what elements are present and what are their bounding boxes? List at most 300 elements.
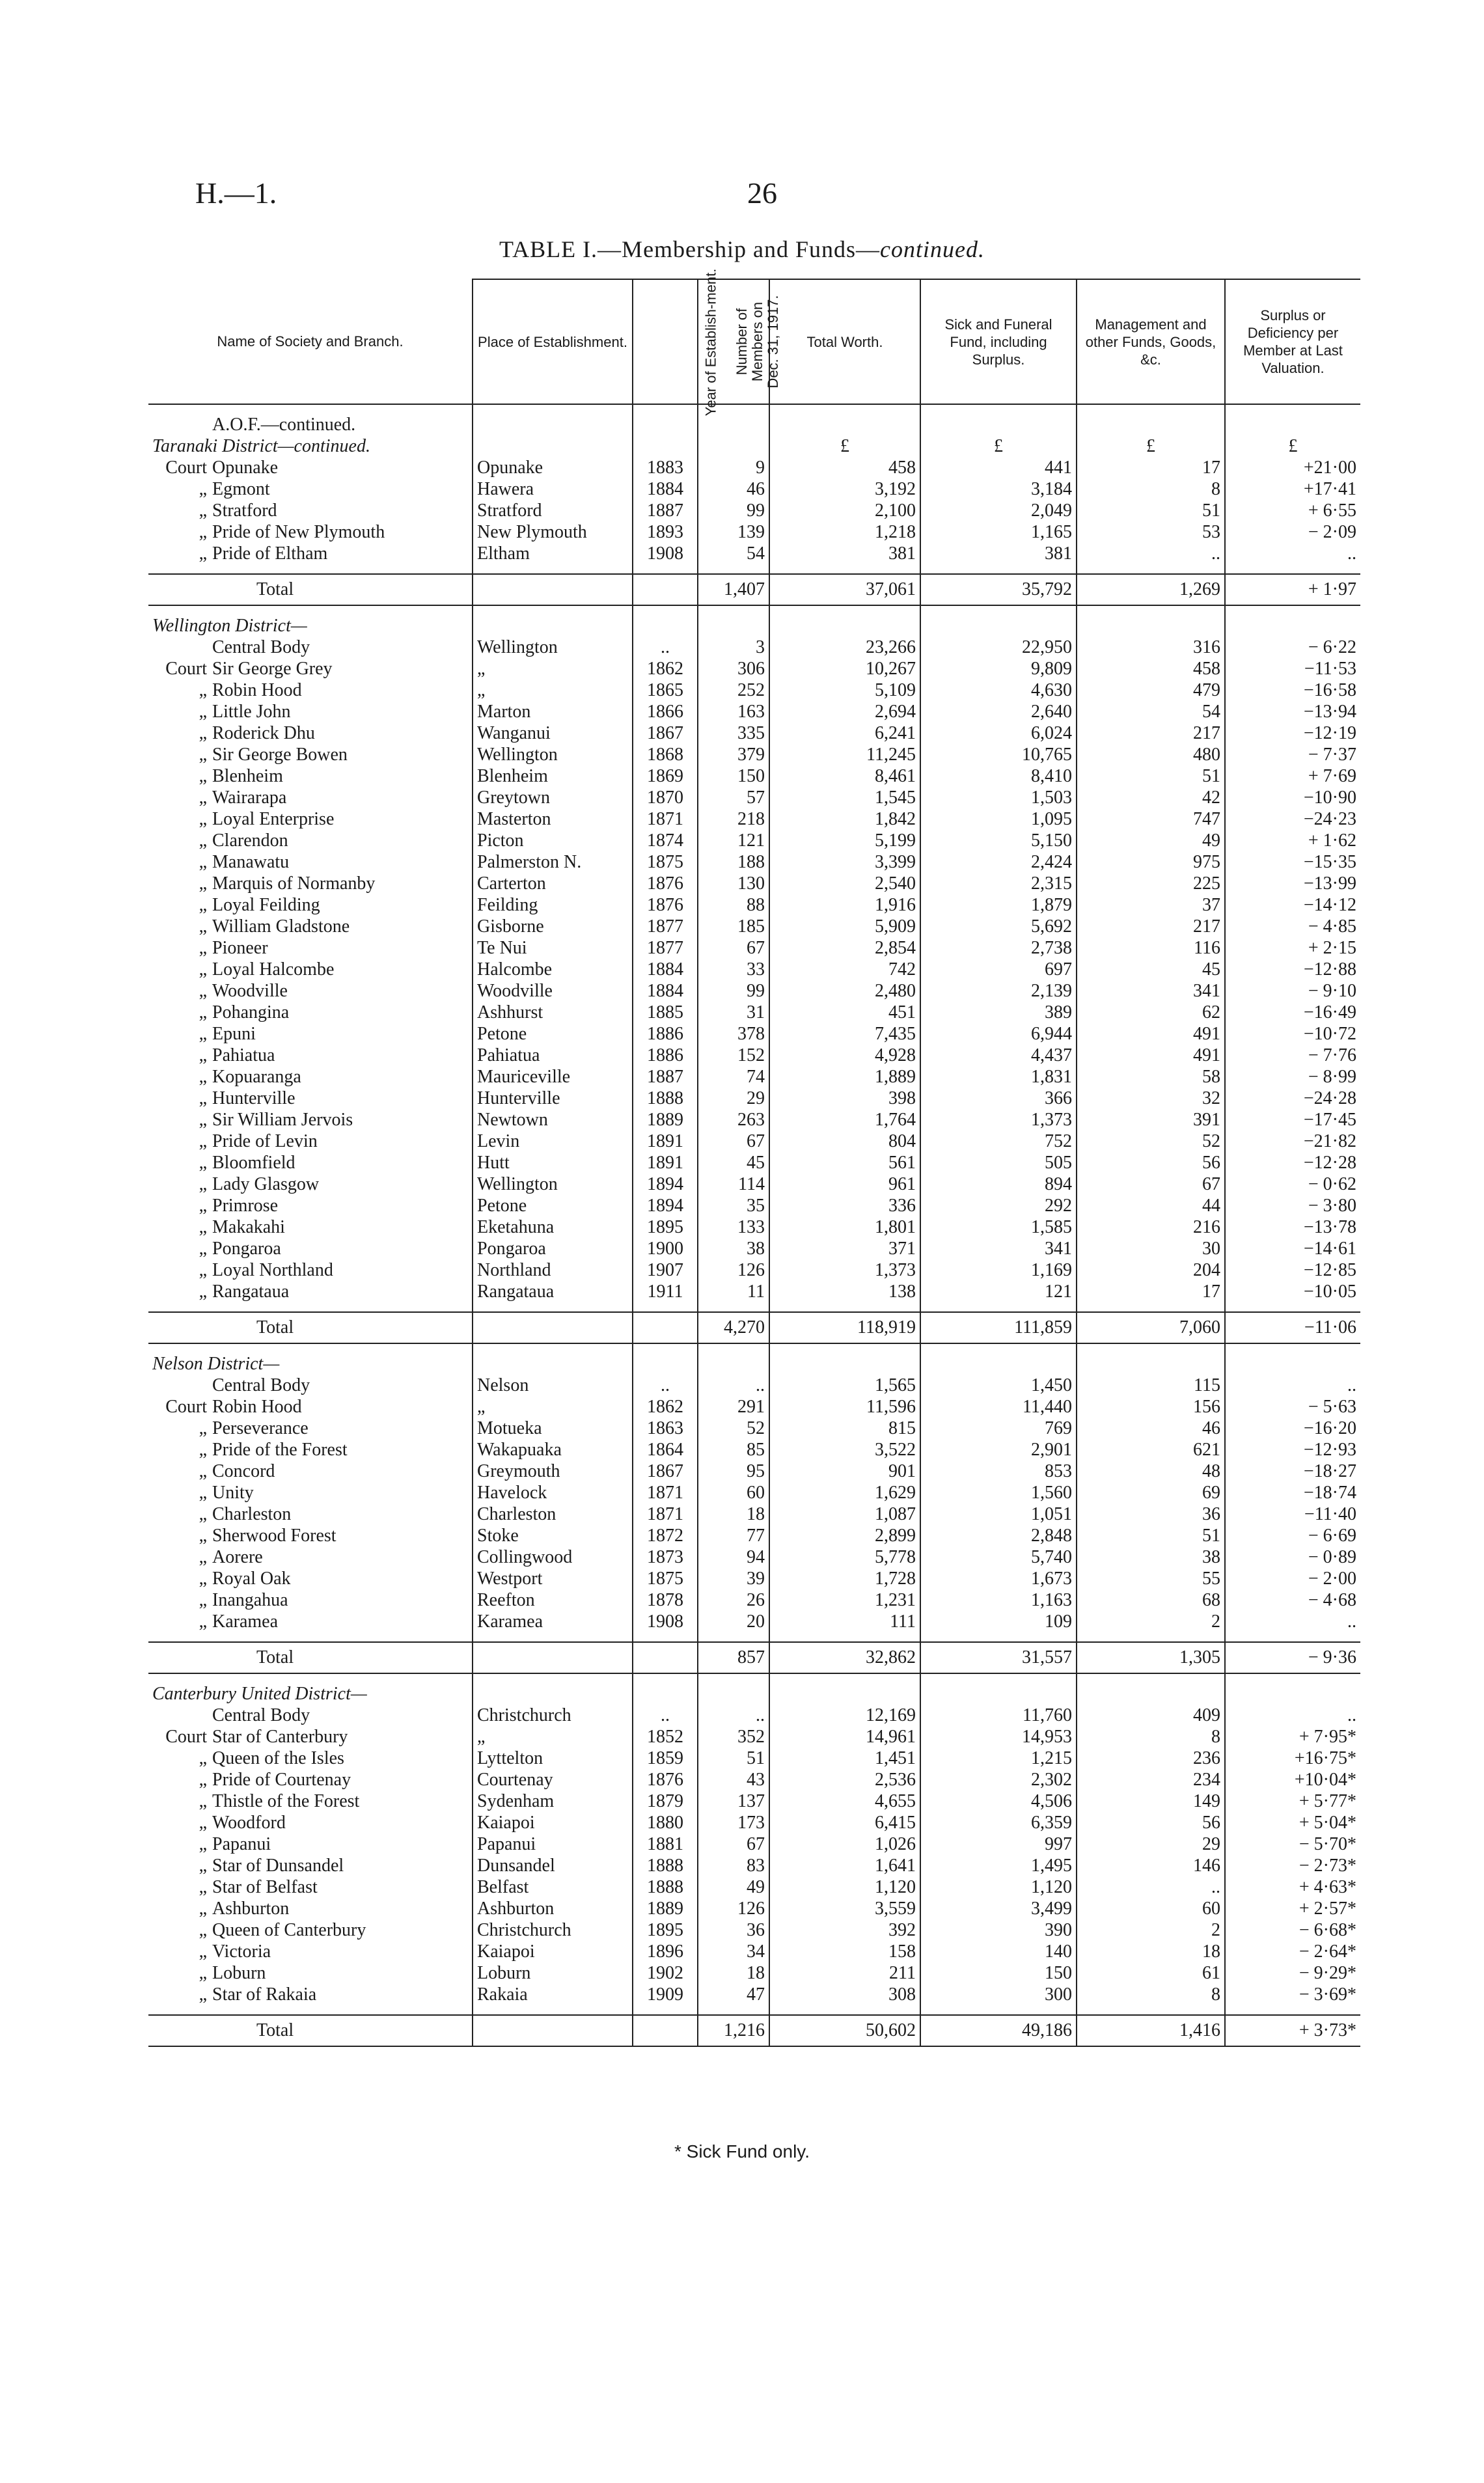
year-cell: 1885 xyxy=(633,1002,698,1023)
year-cell: 1894 xyxy=(633,1173,698,1195)
worth-cell: 1,373 xyxy=(769,1259,920,1281)
table-row xyxy=(148,830,1360,851)
total-mgmt: 1,416 xyxy=(1077,2015,1225,2046)
year-cell: 1909 xyxy=(633,1984,698,2005)
year-cell: 1859 xyxy=(633,1748,698,1769)
empty-cell xyxy=(633,1302,698,1312)
table-row xyxy=(148,808,1360,830)
branch-prefix: „ xyxy=(199,852,207,872)
total-year-cell xyxy=(633,1642,698,1673)
place-cell: Woodville xyxy=(473,980,633,1002)
sick-cell: 2,315 xyxy=(920,873,1077,894)
table-row xyxy=(148,1525,1360,1546)
table-title xyxy=(0,236,1484,263)
total-label-cell xyxy=(148,1642,473,1673)
empty-cell xyxy=(1077,564,1225,574)
sick-cell: 2,848 xyxy=(920,1525,1077,1546)
branch-prefix: Court xyxy=(165,659,207,679)
place-cell: Marton xyxy=(473,701,633,722)
table-row xyxy=(148,1790,1360,1812)
section-title-row xyxy=(148,1683,1360,1705)
year-cell: 1907 xyxy=(633,1259,698,1281)
gap-row xyxy=(148,1343,1360,1353)
place-cell: Petone xyxy=(473,1195,633,1216)
total-sick: 35,792 xyxy=(920,574,1077,605)
worth-cell: 1,565 xyxy=(769,1375,920,1396)
mgmt-cell: 8 xyxy=(1077,1984,1225,2005)
table-row xyxy=(148,1984,1360,2005)
surplus-cell: − 7·76 xyxy=(1225,1045,1360,1066)
worth-cell: 1,728 xyxy=(769,1568,920,1589)
branch-prefix: „ xyxy=(199,1024,207,1044)
worth-cell: 392 xyxy=(769,1919,920,1941)
year-cell: 1864 xyxy=(633,1439,698,1461)
sick-cell: 11,440 xyxy=(920,1396,1077,1418)
surplus-cell: −24·23 xyxy=(1225,808,1360,830)
place-cell: Lyttelton xyxy=(473,1748,633,1769)
branch-name-cell xyxy=(148,701,473,722)
mgmt-cell: 37 xyxy=(1077,894,1225,916)
mgmt-cell: 236 xyxy=(1077,1748,1225,1769)
place-cell: Pahiatua xyxy=(473,1045,633,1066)
col-header-surplus: Surplus or Deficiency per Member at Last Valuation. xyxy=(1225,279,1360,404)
year-cell: 1872 xyxy=(633,1525,698,1546)
sick-cell: 381 xyxy=(920,543,1077,564)
members-cell: .. xyxy=(698,1375,769,1396)
place-cell: Stratford xyxy=(473,500,633,521)
mgmt-cell: 747 xyxy=(1077,808,1225,830)
table-row xyxy=(148,1152,1360,1173)
branch-name: Central Body xyxy=(212,637,310,657)
table-row xyxy=(148,521,1360,543)
worth-cell: 1,026 xyxy=(769,1833,920,1855)
members-cell: 67 xyxy=(698,1833,769,1855)
members-cell: 173 xyxy=(698,1812,769,1833)
col-header-sick: Sick and Funeral Fund, including Surplus. xyxy=(920,279,1077,404)
surplus-cell: −12·88 xyxy=(1225,959,1360,980)
worth-cell: 398 xyxy=(769,1088,920,1109)
empty-cell xyxy=(1225,1673,1360,1683)
empty-cell xyxy=(698,414,769,435)
worth-cell: 1,801 xyxy=(769,1216,920,1238)
branch-name-cell xyxy=(148,543,473,564)
empty-cell xyxy=(148,564,473,574)
worth-cell: 1,231 xyxy=(769,1589,920,1611)
place-cell: Carterton xyxy=(473,873,633,894)
empty-cell xyxy=(1077,1302,1225,1312)
sick-cell: 5,740 xyxy=(920,1546,1077,1568)
sick-cell: 4,630 xyxy=(920,679,1077,701)
branch-name: Loyal Feilding xyxy=(212,895,320,915)
total-members: 1,216 xyxy=(698,2015,769,2046)
branch-name: Star of Dunsandel xyxy=(212,1856,344,1876)
branch-prefix: „ xyxy=(199,1526,207,1546)
branch-prefix: „ xyxy=(199,1791,207,1811)
year-cell: 1896 xyxy=(633,1941,698,1962)
year-cell: 1867 xyxy=(633,1461,698,1482)
currency-cell xyxy=(633,435,698,457)
members-cell: 137 xyxy=(698,1790,769,1812)
members-cell: 306 xyxy=(698,658,769,679)
total-members: 857 xyxy=(698,1642,769,1673)
society-label xyxy=(148,414,473,435)
sick-cell: 11,760 xyxy=(920,1705,1077,1726)
branch-name-cell xyxy=(148,1568,473,1589)
place-cell: Karamea xyxy=(473,1611,633,1632)
table-row xyxy=(148,658,1360,679)
worth-cell: 158 xyxy=(769,1941,920,1962)
empty-cell xyxy=(148,1302,473,1312)
surplus-cell: − 5·63 xyxy=(1225,1396,1360,1418)
branch-name: Inangahua xyxy=(212,1590,288,1610)
branch-name: Opunake xyxy=(212,458,279,478)
empty-cell xyxy=(769,1632,920,1642)
worth-cell: 804 xyxy=(769,1131,920,1152)
members-cell: 31 xyxy=(698,1002,769,1023)
members-cell: 29 xyxy=(698,1088,769,1109)
members-cell: 126 xyxy=(698,1259,769,1281)
currency-cell xyxy=(473,1683,633,1705)
empty-cell xyxy=(769,1343,920,1353)
branch-name: William Gladstone xyxy=(212,916,350,937)
empty-cell xyxy=(633,414,698,435)
worth-cell: 1,641 xyxy=(769,1855,920,1876)
surplus-cell: −16·20 xyxy=(1225,1418,1360,1439)
col-header-mgmt: Management and other Funds, Goods, &c. xyxy=(1077,279,1225,404)
surplus-cell: −13·99 xyxy=(1225,873,1360,894)
total-sick: 111,859 xyxy=(920,1312,1077,1343)
branch-name-cell xyxy=(148,1898,473,1919)
empty-cell xyxy=(633,1632,698,1642)
mgmt-cell: .. xyxy=(1077,1876,1225,1898)
surplus-cell: −11·53 xyxy=(1225,658,1360,679)
mgmt-cell: 234 xyxy=(1077,1769,1225,1790)
place-cell: Motueka xyxy=(473,1418,633,1439)
worth-cell: 3,559 xyxy=(769,1898,920,1919)
members-cell: 85 xyxy=(698,1439,769,1461)
branch-prefix: „ xyxy=(199,1984,207,2005)
year-cell: 1902 xyxy=(633,1962,698,1984)
mgmt-cell: 62 xyxy=(1077,1002,1225,1023)
total-place-cell xyxy=(473,574,633,605)
branch-name-cell xyxy=(148,1195,473,1216)
sick-cell: 109 xyxy=(920,1611,1077,1632)
branch-name: Blenheim xyxy=(212,766,283,786)
empty-cell xyxy=(1077,1343,1225,1353)
worth-cell: 308 xyxy=(769,1984,920,2005)
year-cell: 1889 xyxy=(633,1109,698,1131)
year-cell: 1881 xyxy=(633,1833,698,1855)
branch-name: Loburn xyxy=(212,1963,266,1983)
branch-name-cell xyxy=(148,1726,473,1748)
sick-cell: 2,139 xyxy=(920,980,1077,1002)
total-surplus: −11·06 xyxy=(1225,1312,1360,1343)
year-cell: 1862 xyxy=(633,658,698,679)
branch-name: Woodford xyxy=(212,1813,286,1833)
year-cell: 1871 xyxy=(633,1482,698,1503)
year-cell: 1871 xyxy=(633,808,698,830)
table-row xyxy=(148,1002,1360,1023)
currency-cell xyxy=(920,1353,1077,1375)
members-cell: 139 xyxy=(698,521,769,543)
branch-name: Queen of the Isles xyxy=(212,1748,344,1768)
year-cell: 1894 xyxy=(633,1195,698,1216)
year-cell: 1891 xyxy=(633,1131,698,1152)
branch-name-cell xyxy=(148,658,473,679)
mgmt-cell: 60 xyxy=(1077,1898,1225,1919)
branch-name-cell xyxy=(148,722,473,744)
surplus-cell: − 3·69* xyxy=(1225,1984,1360,2005)
mgmt-cell: 2 xyxy=(1077,1919,1225,1941)
empty-cell xyxy=(633,1673,698,1683)
currency-cell xyxy=(769,615,920,637)
branch-prefix: „ xyxy=(199,1002,207,1022)
branch-name-cell xyxy=(148,1812,473,1833)
currency-cell xyxy=(473,1353,633,1375)
place-cell: Westport xyxy=(473,1568,633,1589)
year-cell: 1863 xyxy=(633,1418,698,1439)
branch-name: Aorere xyxy=(212,1547,263,1567)
branch-name: Pioneer xyxy=(212,938,268,958)
branch-prefix: „ xyxy=(199,788,207,808)
surplus-cell: + 4·63* xyxy=(1225,1876,1360,1898)
branch-prefix: „ xyxy=(199,1461,207,1481)
surplus-cell: −16·58 xyxy=(1225,679,1360,701)
sick-cell: 1,495 xyxy=(920,1855,1077,1876)
mgmt-cell: 45 xyxy=(1077,959,1225,980)
branch-prefix: „ xyxy=(199,1196,207,1216)
members-cell: 126 xyxy=(698,1898,769,1919)
branch-name: Royal Oak xyxy=(212,1569,291,1589)
worth-cell: 5,778 xyxy=(769,1546,920,1568)
year-cell: 1875 xyxy=(633,851,698,873)
currency-cell xyxy=(769,1353,920,1375)
mgmt-cell: 217 xyxy=(1077,916,1225,937)
members-cell: 52 xyxy=(698,1418,769,1439)
table-row xyxy=(148,1023,1360,1045)
members-cell: 378 xyxy=(698,1023,769,1045)
empty-cell xyxy=(920,2005,1077,2015)
total-members: 1,407 xyxy=(698,574,769,605)
mgmt-cell: 51 xyxy=(1077,1525,1225,1546)
members-cell: 38 xyxy=(698,1238,769,1259)
surplus-cell: −12·85 xyxy=(1225,1259,1360,1281)
branch-prefix: „ xyxy=(199,1547,207,1567)
sick-cell: 3,184 xyxy=(920,478,1077,500)
total-mgmt: 1,269 xyxy=(1077,574,1225,605)
worth-cell: 5,199 xyxy=(769,830,920,851)
mgmt-cell: 491 xyxy=(1077,1045,1225,1066)
total-place-cell xyxy=(473,2015,633,2046)
place-cell: „ xyxy=(473,658,633,679)
currency-cell xyxy=(698,435,769,457)
surplus-cell: −13·78 xyxy=(1225,1216,1360,1238)
year-cell: 1868 xyxy=(633,744,698,765)
surplus-cell: − 9·10 xyxy=(1225,980,1360,1002)
total-worth: 118,919 xyxy=(769,1312,920,1343)
empty-cell xyxy=(148,605,473,615)
currency-cell xyxy=(1077,1353,1225,1375)
place-cell: Rakaia xyxy=(473,1984,633,2005)
table-row xyxy=(148,1439,1360,1461)
table-row xyxy=(148,1109,1360,1131)
mgmt-cell: 204 xyxy=(1077,1259,1225,1281)
col-header-year xyxy=(633,268,719,416)
year-cell: 1884 xyxy=(633,959,698,980)
total-row xyxy=(148,1642,1360,1673)
empty-cell xyxy=(769,404,920,414)
surplus-cell: − 7·37 xyxy=(1225,744,1360,765)
surplus-cell: − 2·00 xyxy=(1225,1568,1360,1589)
sick-cell: 1,120 xyxy=(920,1876,1077,1898)
branch-name-cell xyxy=(148,1941,473,1962)
surplus-cell: + 7·95* xyxy=(1225,1726,1360,1748)
branch-prefix: „ xyxy=(199,1483,207,1503)
branch-name: Robin Hood xyxy=(212,1397,302,1417)
branch-name: Concord xyxy=(212,1461,275,1481)
report-code: H.—1. xyxy=(195,176,277,210)
branch-name-cell xyxy=(148,1855,473,1876)
total-label-cell xyxy=(148,1312,473,1343)
surplus-cell: +16·75* xyxy=(1225,1748,1360,1769)
surplus-cell: −21·82 xyxy=(1225,1131,1360,1152)
sick-cell: 894 xyxy=(920,1173,1077,1195)
branch-name: Star of Belfast xyxy=(212,1877,318,1897)
year-cell: 1878 xyxy=(633,1589,698,1611)
sick-cell: 1,165 xyxy=(920,521,1077,543)
gap-row xyxy=(148,1673,1360,1683)
year-cell: 1895 xyxy=(633,1919,698,1941)
table-row xyxy=(148,679,1360,701)
worth-cell: 458 xyxy=(769,457,920,478)
branch-prefix: „ xyxy=(199,680,207,700)
total-row xyxy=(148,574,1360,605)
worth-cell: 23,266 xyxy=(769,637,920,658)
branch-name: Pride of the Forest xyxy=(212,1440,348,1460)
branch-name-cell xyxy=(148,1375,473,1396)
worth-cell: 451 xyxy=(769,1002,920,1023)
branch-prefix: „ xyxy=(199,1174,207,1194)
sick-cell: 4,506 xyxy=(920,1790,1077,1812)
branch-name-cell xyxy=(148,1833,473,1855)
branch-prefix: „ xyxy=(199,1899,207,1919)
table-row xyxy=(148,1546,1360,1568)
empty-cell xyxy=(633,2005,698,2015)
branch-name-cell xyxy=(148,808,473,830)
branch-name-cell xyxy=(148,744,473,765)
members-cell: 67 xyxy=(698,1131,769,1152)
table-title-continued: continued. xyxy=(880,236,985,262)
branch-name-cell xyxy=(148,1216,473,1238)
branch-name-cell xyxy=(148,765,473,787)
empty-cell xyxy=(698,564,769,574)
sick-cell: 2,738 xyxy=(920,937,1077,959)
place-cell: Havelock xyxy=(473,1482,633,1503)
surplus-cell: −24·28 xyxy=(1225,1088,1360,1109)
mgmt-cell: 156 xyxy=(1077,1396,1225,1418)
branch-name: Loyal Northland xyxy=(212,1260,333,1280)
place-cell: Petone xyxy=(473,1023,633,1045)
branch-name: Robin Hood xyxy=(212,680,302,700)
place-cell: Kaiapoi xyxy=(473,1812,633,1833)
gap-row xyxy=(148,564,1360,574)
branch-prefix: „ xyxy=(199,479,207,499)
sick-cell: 853 xyxy=(920,1461,1077,1482)
mgmt-cell: 480 xyxy=(1077,744,1225,765)
total-label: Total xyxy=(256,579,294,599)
mgmt-cell: 458 xyxy=(1077,658,1225,679)
table-row xyxy=(148,1066,1360,1088)
sick-cell: 1,373 xyxy=(920,1109,1077,1131)
worth-cell: 211 xyxy=(769,1962,920,1984)
place-cell: Wellington xyxy=(473,1173,633,1195)
worth-cell: 2,536 xyxy=(769,1769,920,1790)
worth-cell: 4,655 xyxy=(769,1790,920,1812)
place-cell: Picton xyxy=(473,830,633,851)
place-cell: „ xyxy=(473,1726,633,1748)
worth-cell: 1,218 xyxy=(769,521,920,543)
currency-cell xyxy=(633,615,698,637)
currency-cell xyxy=(633,1353,698,1375)
place-cell: Wanganui xyxy=(473,722,633,744)
empty-cell xyxy=(1225,414,1360,435)
sick-cell: 769 xyxy=(920,1418,1077,1439)
worth-cell: 111 xyxy=(769,1611,920,1632)
currency-cell xyxy=(1225,1683,1360,1705)
worth-cell: 1,545 xyxy=(769,787,920,808)
branch-name-cell xyxy=(148,1396,473,1418)
branch-prefix: „ xyxy=(199,1877,207,1897)
total-year-cell xyxy=(633,2015,698,2046)
worth-cell: 1,629 xyxy=(769,1482,920,1503)
members-cell: 39 xyxy=(698,1568,769,1589)
sick-cell: 997 xyxy=(920,1833,1077,1855)
branch-name: Egmont xyxy=(212,479,270,499)
branch-prefix: „ xyxy=(199,809,207,829)
table-row xyxy=(148,1705,1360,1726)
worth-cell: 8,461 xyxy=(769,765,920,787)
place-cell: Northland xyxy=(473,1259,633,1281)
members-cell: 47 xyxy=(698,1984,769,2005)
mgmt-cell: 316 xyxy=(1077,637,1225,658)
surplus-cell: −10·90 xyxy=(1225,787,1360,808)
year-cell: 1877 xyxy=(633,916,698,937)
branch-prefix: „ xyxy=(199,1217,207,1237)
empty-cell xyxy=(1225,1343,1360,1353)
table-row xyxy=(148,1812,1360,1833)
mgmt-cell: 68 xyxy=(1077,1589,1225,1611)
branch-name-cell xyxy=(148,457,473,478)
empty-cell xyxy=(920,1302,1077,1312)
section-title-row xyxy=(148,435,1360,457)
col-header-place: Place of Establishment. xyxy=(473,279,633,404)
place-cell: Dunsandel xyxy=(473,1855,633,1876)
total-year-cell xyxy=(633,574,698,605)
empty-cell xyxy=(473,564,633,574)
members-cell: 150 xyxy=(698,765,769,787)
mgmt-cell: 44 xyxy=(1077,1195,1225,1216)
currency-cell xyxy=(698,1683,769,1705)
empty-cell xyxy=(698,1343,769,1353)
empty-cell xyxy=(1077,414,1225,435)
year-cell: 1852 xyxy=(633,1726,698,1748)
worth-cell: 1,916 xyxy=(769,894,920,916)
branch-name-cell xyxy=(148,1173,473,1195)
branch-name-cell xyxy=(148,1259,473,1281)
year-cell: 1889 xyxy=(633,1898,698,1919)
branch-prefix: „ xyxy=(199,1440,207,1460)
branch-name: Papanui xyxy=(212,1834,271,1854)
